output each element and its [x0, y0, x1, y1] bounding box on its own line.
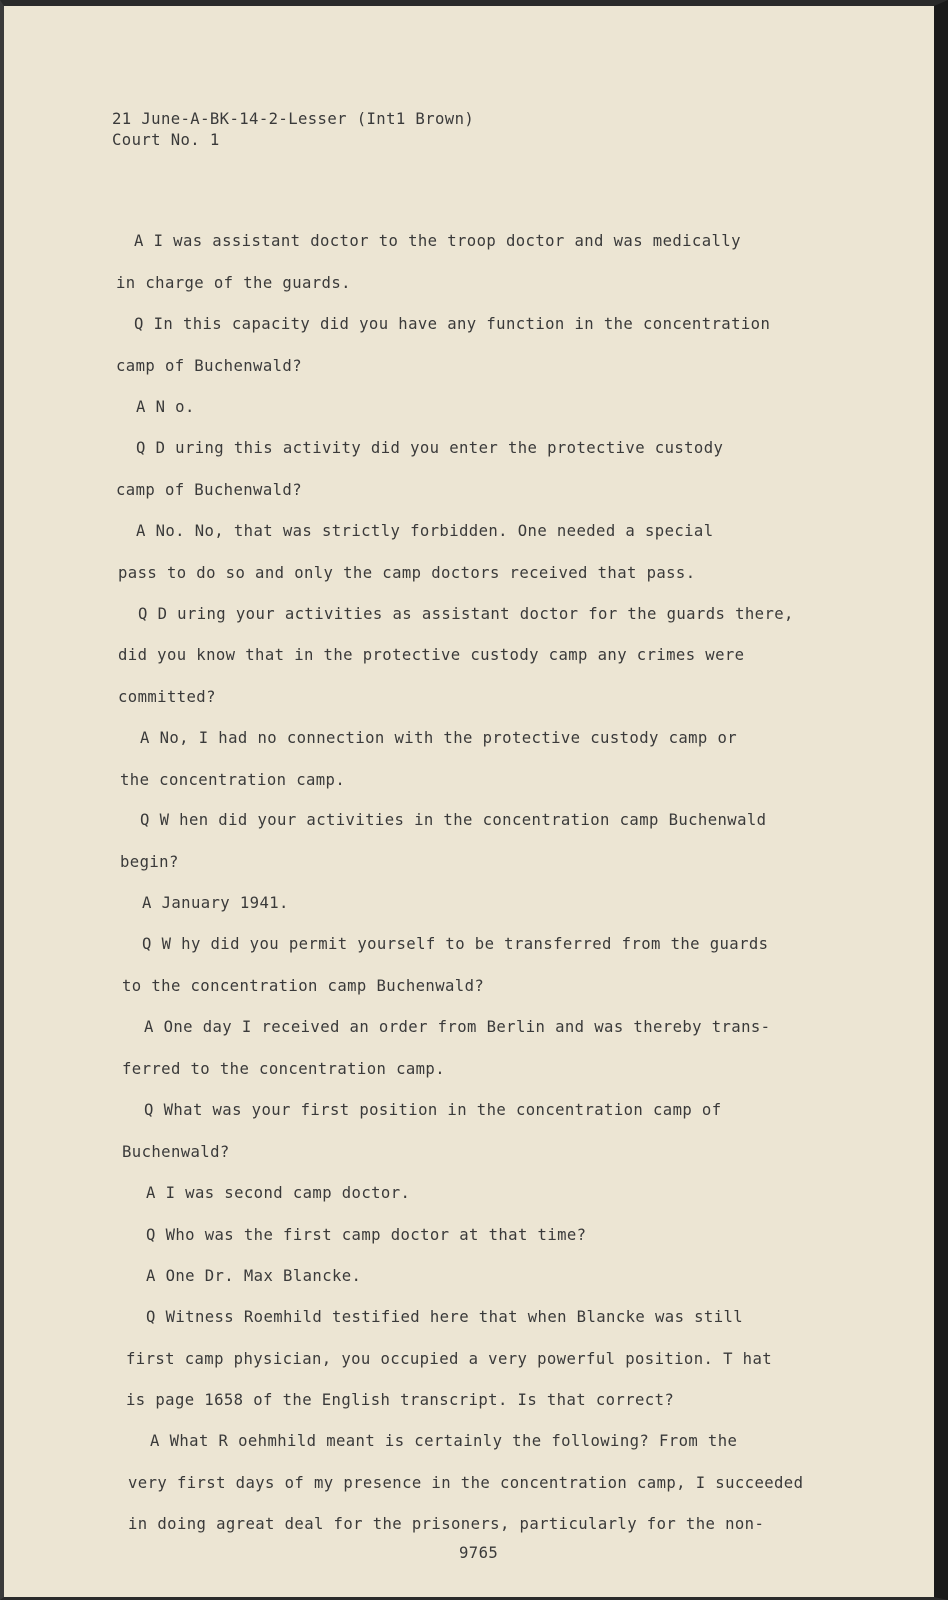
body-line: A January 1941.	[142, 894, 289, 912]
body-line: A No, I had no connection with the protective custody camp or	[140, 729, 738, 747]
body-line: Q Who was the first camp doctor at that time?	[146, 1226, 587, 1244]
body-line: A I was second camp doctor.	[146, 1184, 411, 1202]
body-line: A What R oehmhild meant is certainly the following? From the	[150, 1432, 738, 1450]
body-line: camp of Buchenwald?	[116, 481, 302, 499]
body-line: pass to do so and only the camp doctors received that pass.	[118, 564, 696, 582]
body-line: ferred to the concentration camp.	[122, 1060, 446, 1078]
body-line: Q D uring this activity did you enter the protective custody	[136, 439, 724, 457]
body-line: Q W hen did your activities in the concentration camp Buchenwald	[140, 811, 767, 829]
body-line: Buchenwald?	[122, 1143, 230, 1161]
page-number: 9765	[459, 1544, 499, 1562]
body-line: the concentration camp.	[120, 771, 346, 789]
body-line: A One day I received an order from Berlin and was thereby trans-	[144, 1018, 771, 1036]
body-line: A No. No, that was strictly forbidden. One needed a special	[136, 522, 714, 540]
body-line: committed?	[118, 688, 216, 706]
body-line: did you know that in the protective custody camp any crimes were	[118, 646, 745, 664]
body-line: A I was assistant doctor to the troop doctor and was medically	[134, 232, 741, 250]
body-line: first camp physician, you occupied a very powerful position. T hat	[126, 1350, 773, 1368]
body-line: in charge of the guards.	[116, 274, 351, 292]
body-line: begin?	[120, 853, 179, 871]
body-line: to the concentration camp Buchenwald?	[122, 977, 485, 995]
body-line: is page 1658 of the English transcript. Is that correct?	[126, 1391, 675, 1409]
body-line: in doing agreat deal for the prisoners, particularly for the non-	[128, 1515, 765, 1533]
header-line-2: Court No. 1	[112, 131, 220, 149]
body-line: Q In this capacity did you have any function in the concentration	[134, 315, 771, 333]
body-line: Q Witness Roemhild testified here that when Blancke was still	[146, 1308, 744, 1326]
body-line: A One Dr. Max Blancke.	[146, 1267, 362, 1285]
header-line-1: 21 June-A-BK-14-2-Lesser (Int1 Brown)	[112, 110, 475, 128]
body-line: A N o.	[136, 398, 195, 416]
body-line: very first days of my presence in the concentration camp, I succeeded	[128, 1474, 804, 1492]
body-line: Q What was your first position in the concentration camp of	[144, 1101, 722, 1119]
body-line: camp of Buchenwald?	[116, 357, 302, 375]
body-line: Q W hy did you permit yourself to be transferred from the guards	[142, 935, 769, 953]
body-line: Q D uring your activities as assistant doctor for the guards there,	[138, 605, 794, 623]
